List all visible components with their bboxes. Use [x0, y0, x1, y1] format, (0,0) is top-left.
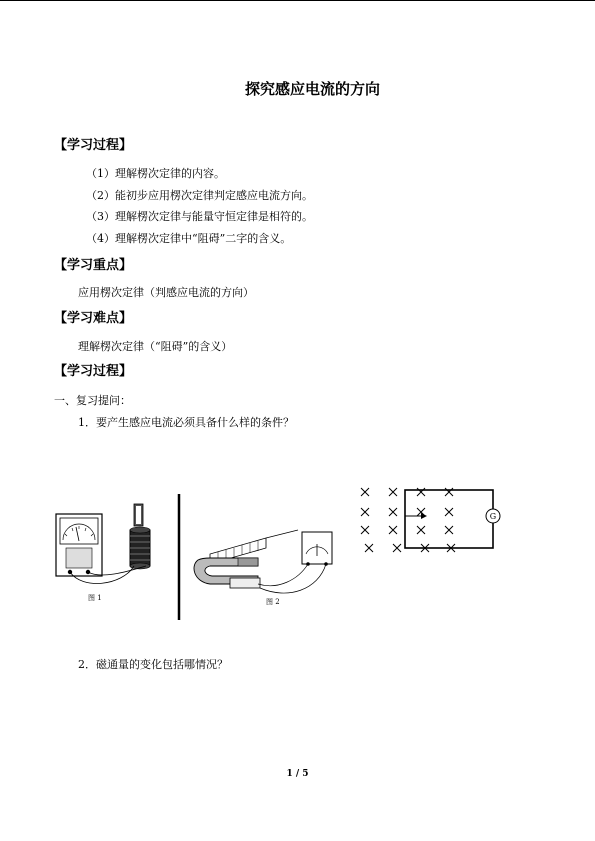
objective-4: （4）理解楞次定律中“阻碍”二字的含义。: [86, 232, 292, 245]
galvanometer-symbol: G: [489, 512, 497, 521]
heading-difficulty: 【学习难点】: [54, 311, 133, 326]
magnetic-field-crosses: [361, 488, 455, 552]
review-question-1: 1．要产生感应电流必须具备什么样的条件？: [78, 416, 294, 429]
figure-3-magnetic-field-circuit: [355, 480, 515, 560]
figure-1-galvanometer-coil: [52, 500, 172, 604]
difficulty-text: 理解楞次定律（“阻碍”的含义）: [78, 340, 233, 353]
figure-divider: [175, 494, 183, 622]
objective-1: （1）理解楞次定律的内容。: [86, 167, 225, 180]
heading-learning-process: 【学习过程】: [54, 138, 133, 153]
objective-3: （3）理解楞次定律与能量守恒定律是相符的。: [86, 210, 313, 223]
review-question-2: 2．磁通量的变化包括哪情况？: [78, 658, 228, 671]
objective-2: （2）能初步应用楞次定律判定感应电流方向。: [86, 189, 313, 202]
page-title: 探究感应电流的方向: [244, 80, 380, 98]
figure-1-label: 图 1: [88, 594, 102, 602]
heading-key-point: 【学习重点】: [54, 258, 133, 273]
figure-2-magnet-coil: [188, 520, 338, 610]
page-number: 1 / 5: [286, 769, 309, 779]
key-point-text: 应用楞次定律（判感应电流的方向）: [78, 286, 254, 299]
heading-learning-process-2: 【学习过程】: [54, 364, 133, 379]
review-heading: 一、复习提问：: [54, 394, 131, 407]
figure-2-label: 图 2: [266, 598, 280, 606]
top-border-line: [0, 0, 595, 1]
